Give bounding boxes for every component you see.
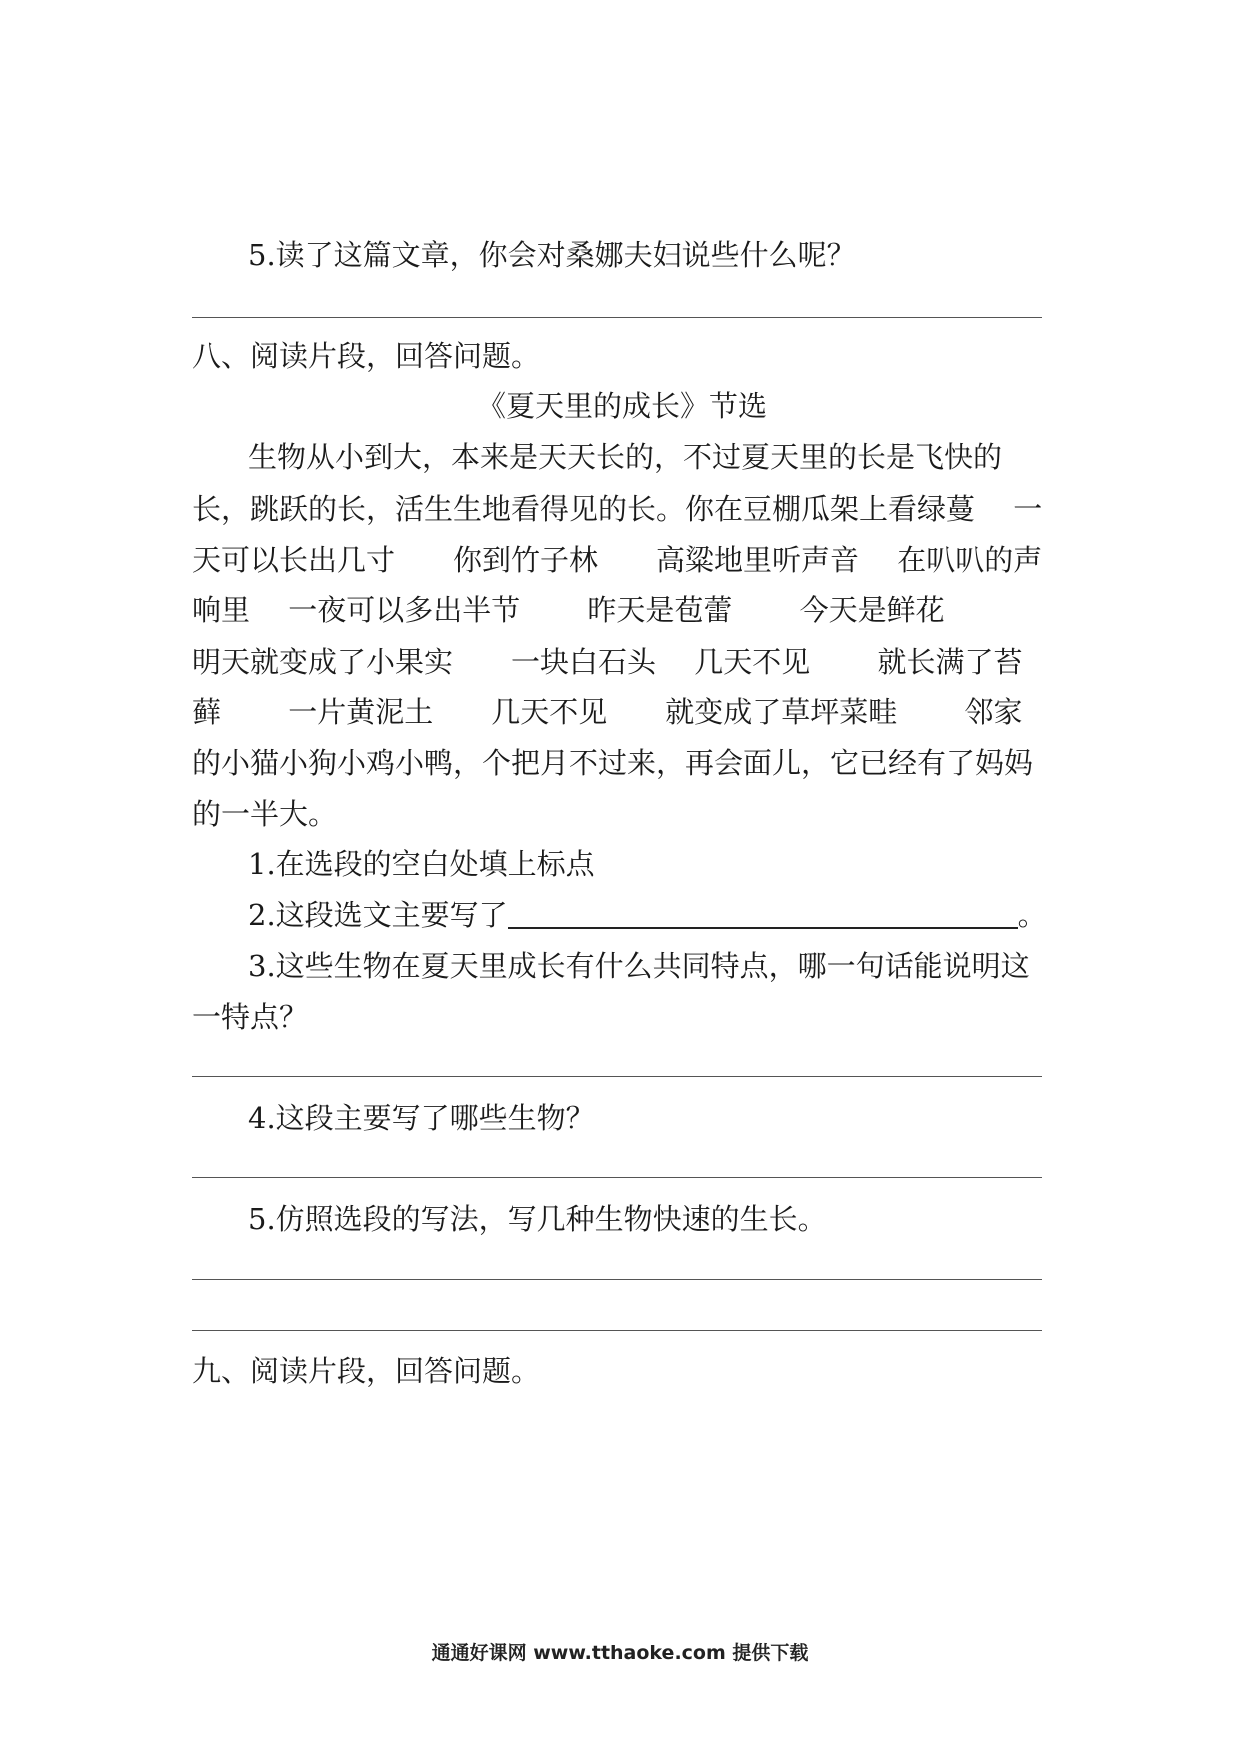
passage-title: 《夏天里的成长》节选 bbox=[476, 389, 767, 423]
passage-line: 天可以长出几寸 你到竹子林 高粱地里听声音 在叭叭的声 bbox=[192, 543, 1043, 577]
question-2 bbox=[248, 895, 1052, 935]
question-2-text: 2.这段选文主要写了 bbox=[248, 898, 508, 932]
question-3-line-2: 一特点？ bbox=[192, 1000, 309, 1034]
footer-watermark: 通通好课网 www.tthaoke.com 提供下载 bbox=[431, 1642, 809, 1664]
passage-line: 明天就变成了小果实 一块白石头 几天不见 就长满了苔 bbox=[192, 645, 1023, 679]
passage-line: 藓 一片黄泥土 几天不见 就变成了草坪菜畦 邻家 bbox=[192, 695, 1023, 729]
question-3-line-1: 3.这些生物在夏天里成长有什么共同特点，哪一句话能说明这 bbox=[248, 949, 1030, 983]
passage-line: 长，跳跃的长，活生生地看得见的长。你在豆棚瓜架上看绿蔓 一 bbox=[192, 492, 1043, 526]
section-8-heading: 八、阅读片段，回答问题。 bbox=[192, 339, 541, 373]
prev-question-5: 5.读了这篇文章，你会对桑娜夫妇说些什么呢？ bbox=[248, 238, 856, 272]
section-9-heading: 九、阅读片段，回答问题。 bbox=[192, 1354, 541, 1388]
answer-line bbox=[192, 1330, 1042, 1331]
passage-line: 的一半大。 bbox=[192, 797, 338, 831]
answer-line bbox=[192, 1076, 1042, 1077]
question-4: 4.这段主要写了哪些生物？ bbox=[248, 1101, 595, 1135]
passage-line: 生物从小到大，本来是天天长的，不过夏天里的长是飞快的 bbox=[248, 440, 1003, 474]
passage-line: 响里 一夜可以多出半节 昨天是苞蕾 今天是鲜花 bbox=[192, 593, 945, 627]
answer-line bbox=[192, 1279, 1042, 1280]
fill-in-blank[interactable] bbox=[508, 899, 1018, 929]
question-2-end: 。 bbox=[1017, 898, 1047, 932]
question-5: 5.仿照选段的写法，写几种生物快速的生长。 bbox=[248, 1202, 827, 1236]
question-1: 1.在选段的空白处填上标点 bbox=[248, 847, 595, 881]
answer-line bbox=[192, 1177, 1042, 1178]
answer-line bbox=[192, 317, 1042, 318]
passage-line: 的小猫小狗小鸡小鸭，个把月不过来，再会面儿，它已经有了妈妈 bbox=[192, 746, 1034, 780]
